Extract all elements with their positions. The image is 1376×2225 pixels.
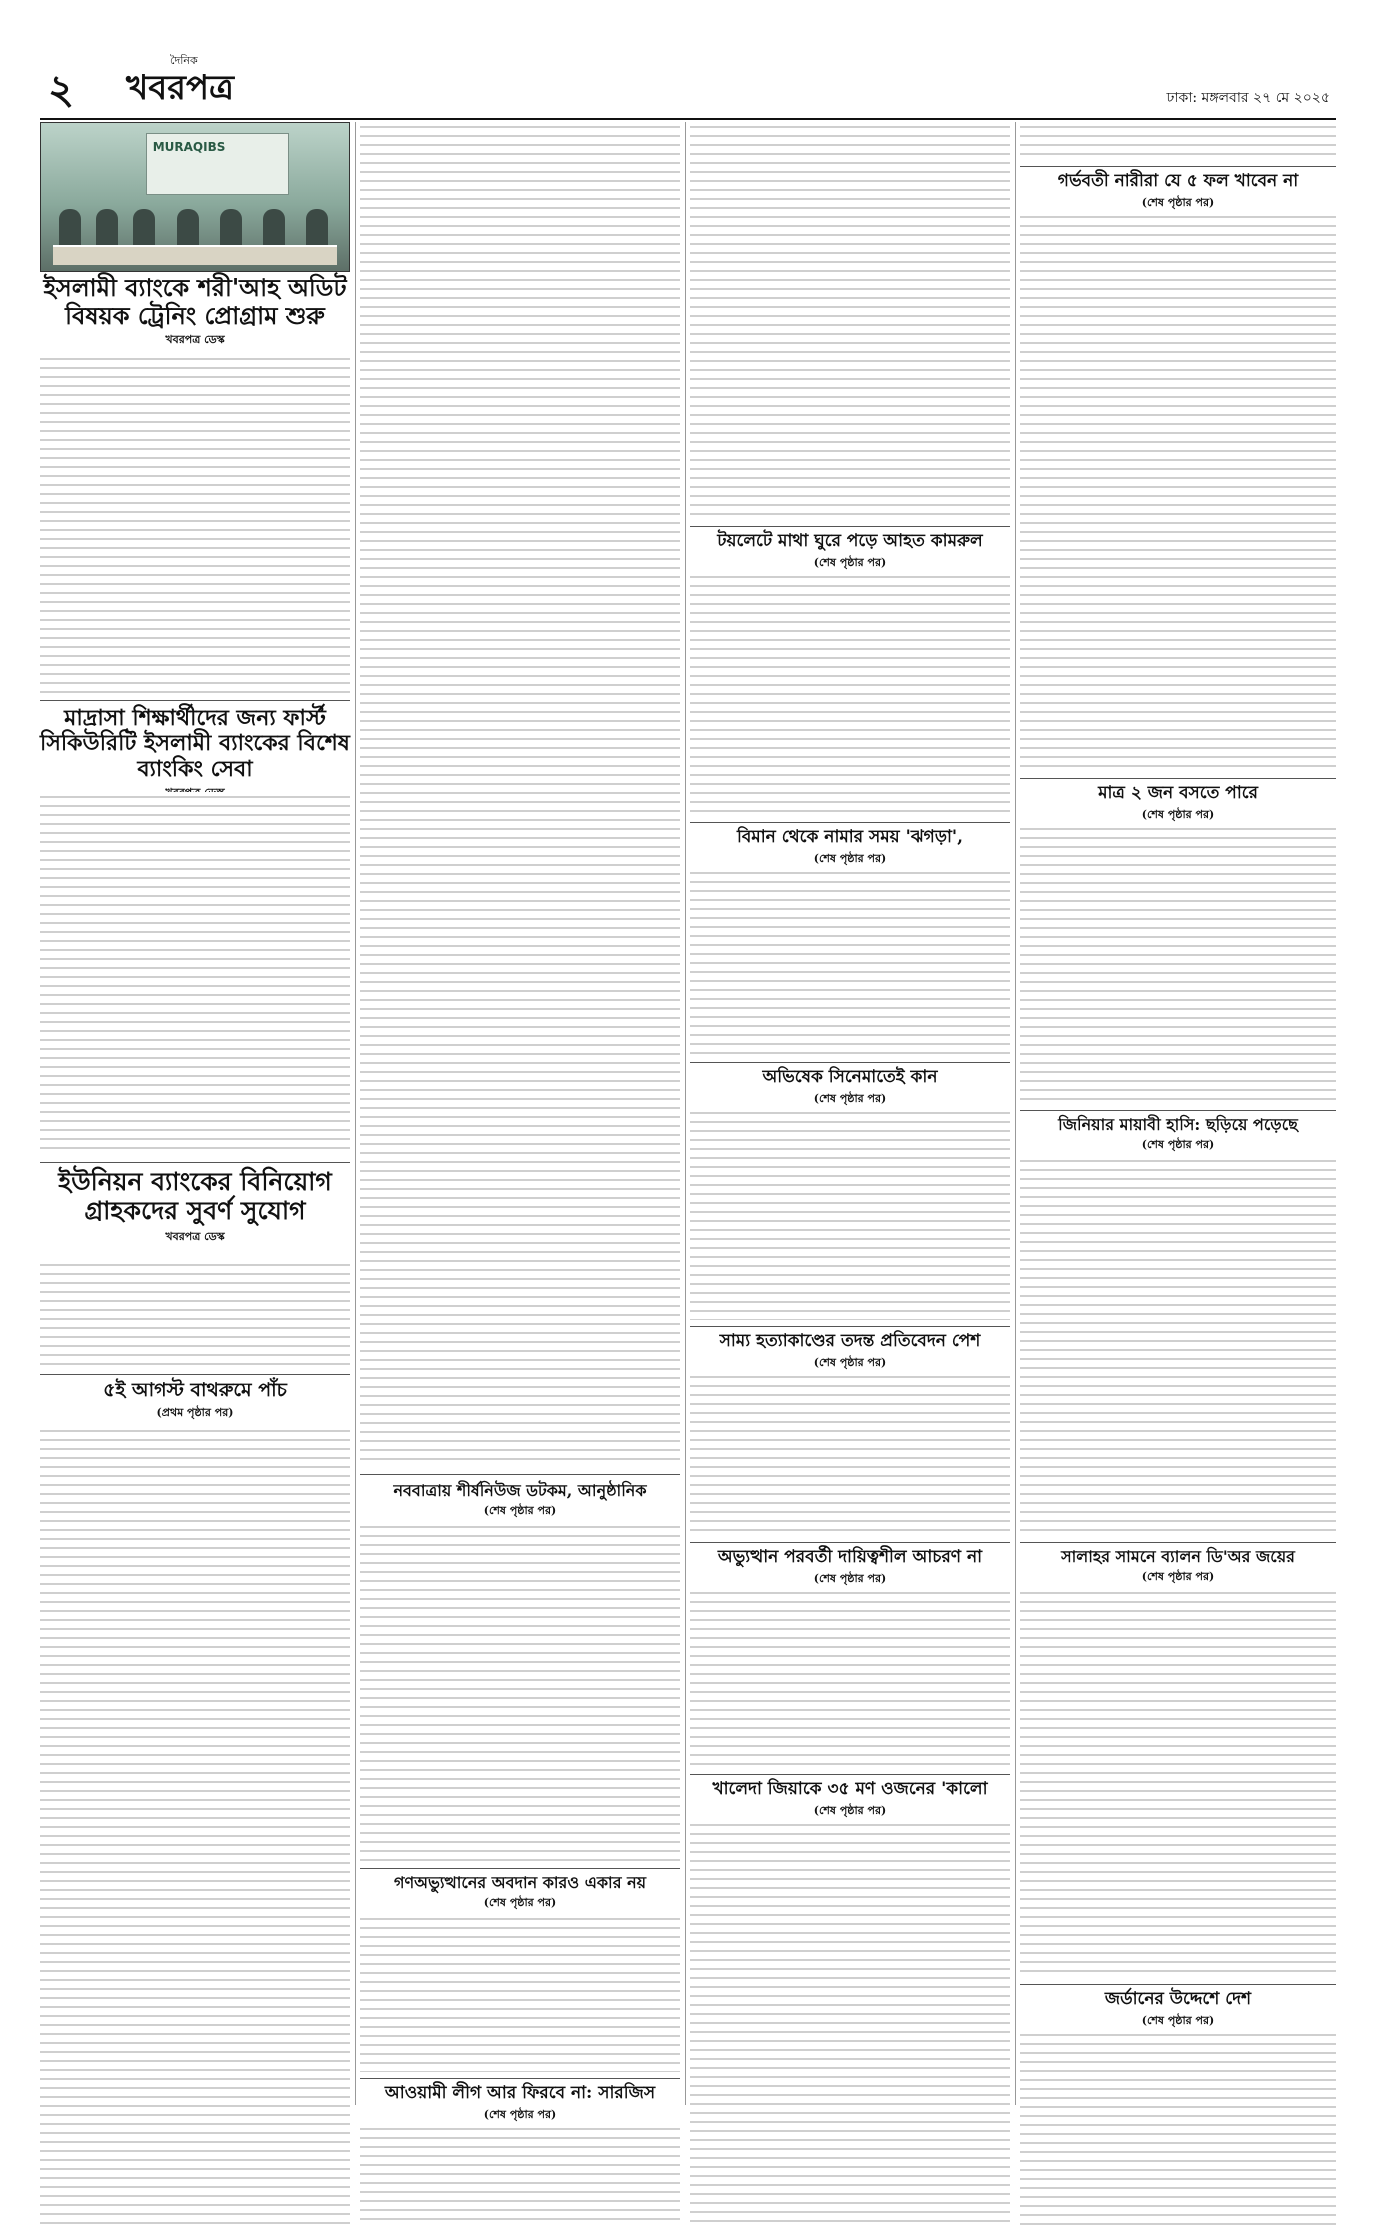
article — [360, 1482, 680, 1862]
article — [1020, 1990, 1336, 2225]
byline: (শেষ পৃষ্ঠার পর) — [1141, 807, 1215, 821]
divider — [360, 2078, 680, 2079]
byline: (শেষ পৃষ্ঠার পর) — [813, 555, 887, 569]
byline: (শেষ পৃষ্ঠার পর) — [813, 1091, 887, 1105]
article — [1020, 1116, 1336, 1536]
divider — [690, 1774, 1010, 1775]
article — [40, 274, 350, 694]
article-body — [360, 2124, 680, 2225]
byline: খবরপত্র ডেস্ক — [165, 1229, 225, 1243]
byline: (শেষ পৃষ্ঠার পর) — [1141, 1570, 1215, 1584]
divider — [1020, 166, 1336, 167]
divider — [690, 1542, 1010, 1543]
divider — [40, 1374, 350, 1375]
article — [40, 706, 350, 1156]
divider — [40, 700, 350, 701]
byline: (প্রথম পৃষ্ঠার পর) — [156, 1405, 234, 1419]
article-body — [1020, 122, 1336, 162]
column-1 — [40, 122, 350, 2105]
article — [690, 1780, 1010, 2225]
headline: সাম্য হত্যাকাণ্ডের তদন্ত প্রতিবেদন পেশ — [719, 1331, 981, 1351]
divider — [690, 1062, 1010, 1063]
paper-subtitle: দৈনিক — [170, 54, 198, 67]
article-body — [690, 572, 1010, 817]
byline: (শেষ পৃষ্ঠার পর) — [483, 1896, 557, 1910]
column-3 — [690, 122, 1010, 2105]
news-photo — [40, 122, 350, 272]
headline: অভিষেক সিনেমাতেই কান — [762, 1067, 938, 1087]
headline: ৫ই আগস্ট বাথরুমে পাঁচ — [103, 1379, 287, 1401]
article-body — [360, 1522, 680, 1862]
column-4 — [1020, 122, 1336, 2105]
headline: নববাত্রায় শীর্ষনিউজ ডটকম, আনুষ্ঠানিক — [393, 1481, 647, 1500]
article-body — [690, 1372, 1010, 1537]
byline: (শেষ পৃষ্ঠার পর) — [813, 1571, 887, 1585]
column-divider — [685, 122, 686, 2105]
byline: (শেষ পৃষ্ঠার পর) — [813, 1803, 887, 1817]
article-body — [1020, 2030, 1336, 2225]
article — [690, 1068, 1010, 1320]
byline: (শেষ পৃষ্ঠার পর) — [813, 851, 887, 865]
headline: ইসলামী ব্যাংকে শরী'আহ অডিট বিষয়ক ট্রেনিং প্রোগ্রাম শুরু — [43, 273, 347, 330]
article — [1020, 784, 1336, 1104]
article — [360, 1874, 680, 2072]
article-body — [690, 1588, 1010, 1768]
divider — [360, 1868, 680, 1869]
article-body — [360, 122, 680, 1467]
byline: (শেষ পৃষ্ঠার পর) — [483, 2107, 557, 2121]
article-body — [360, 1914, 680, 2072]
divider — [40, 1162, 350, 1163]
headline: আওয়ামী লীগ আর ফিরবে না: সারজিস — [384, 2083, 656, 2103]
column-divider — [355, 122, 356, 2105]
headline: জর্ডানের উদ্দেশে দেশ — [1104, 1989, 1252, 2009]
headline: সালাহর সামনে ব্যালন ডি'অর জয়ের — [1061, 1547, 1295, 1566]
byline: খবরপত্র ডেস্ক — [165, 333, 225, 347]
article-body — [690, 1108, 1010, 1320]
article-body — [1020, 212, 1336, 772]
headline: বিমান থেকে নামার সময় 'ঝগড়া', — [736, 827, 964, 847]
article-body — [690, 122, 1010, 522]
article-body — [1020, 1588, 1336, 1978]
byline: (শেষ পৃষ্ঠার পর) — [1141, 2013, 1215, 2027]
byline: (শেষ পৃষ্ঠার পর) — [1141, 195, 1215, 209]
article — [690, 1548, 1010, 1768]
photo-banner — [146, 133, 290, 195]
article — [40, 1168, 350, 1368]
headline: মাদ্রাসা শিক্ষার্থীদের জন্য ফার্স্ট সিকিউরিটি ইসলামী ব্যাংকের বিশেষ ব্যাংকিং সেবা — [40, 705, 350, 782]
article-body — [1020, 1156, 1336, 1536]
headline: ইউনিয়ন ব্যাংকের বিনিয়োগ গ্রাহকদের সুবর্ণ সুযোগ — [58, 1167, 332, 1225]
headline: মাত্র ২ জন বসতে পারে — [1098, 783, 1258, 803]
paper-name: খবরপত্র — [126, 68, 235, 108]
article — [360, 2084, 680, 2225]
article-body — [690, 868, 1010, 1056]
byline: (শেষ পৃষ্ঠার পর) — [483, 1504, 557, 1518]
headline: খালেদা জিয়াকে ৩৫ মণ ওজনের 'কালো — [712, 1779, 988, 1799]
divider — [1020, 778, 1336, 779]
headline: জিনিয়ার মায়াবী হাসি: ছড়িয়ে পড়েছে — [1058, 1115, 1298, 1134]
divider — [690, 526, 1010, 527]
column-divider — [1015, 122, 1016, 2105]
photo-table — [53, 245, 336, 265]
article-body — [690, 1820, 1010, 2225]
masthead — [40, 56, 1336, 120]
headline: অভ্যুত্থান পরবর্তী দায়িত্বশীল আচরণ না — [717, 1547, 983, 1567]
headline: গর্ভবতী নারীরা যে ৫ ফল খাবেন না — [1057, 171, 1299, 191]
article-body — [1020, 824, 1336, 1104]
article — [690, 1332, 1010, 1537]
byline: (শেষ পৃষ্ঠার পর) — [813, 1355, 887, 1369]
article — [1020, 172, 1336, 772]
page-number: ২ — [48, 66, 75, 113]
article-body — [40, 1426, 350, 2225]
column-2 — [360, 122, 680, 2121]
dateline: ঢাকা: মঙ্গলবার ২৭ মে ২০২৫ — [1166, 90, 1330, 106]
divider — [1020, 1542, 1336, 1543]
article — [1020, 1548, 1336, 1978]
article — [690, 828, 1010, 1056]
divider — [1020, 1984, 1336, 1985]
article — [40, 1380, 350, 2225]
article — [690, 532, 1010, 817]
article-body — [40, 354, 350, 694]
photo-banner-text: MURAQIBS — [152, 140, 226, 154]
divider — [690, 822, 1010, 823]
headline: গণঅভ্যুত্থানের অবদান কারও একার নয় — [393, 1873, 647, 1892]
article-body — [40, 792, 350, 1156]
article-body — [40, 1260, 350, 1368]
headline: টয়লেটে মাথা ঘুরে পড়ে আহত কামরুল — [717, 531, 983, 551]
divider — [1020, 1110, 1336, 1111]
divider — [360, 1474, 680, 1475]
divider — [690, 1326, 1010, 1327]
byline: (শেষ পৃষ্ঠার পর) — [1141, 1138, 1215, 1152]
